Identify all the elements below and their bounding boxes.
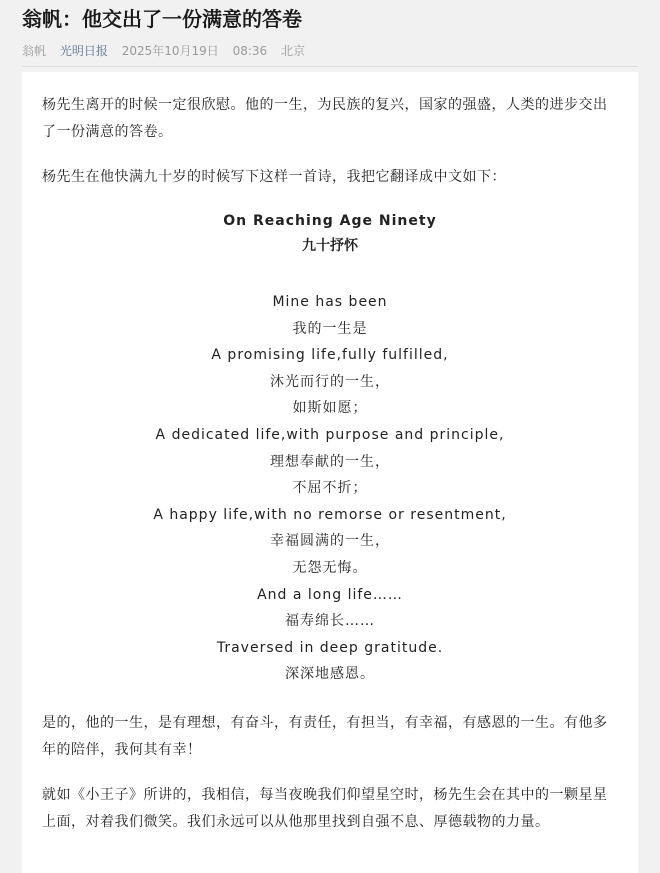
article-body — [22, 72, 638, 873]
poem-line: A happy life,with no remorse or resentment, — [153, 506, 507, 523]
article-meta — [22, 42, 638, 59]
poem-lines — [42, 289, 618, 688]
article-title: 翁帆：他交出了一份满意的答卷 — [22, 7, 302, 31]
poem-line: A dedicated life,with purpose and principle, — [155, 426, 505, 443]
poem-line: 幸福圆满的一生， — [270, 533, 390, 550]
poem-line: 如斯如愿； — [292, 400, 368, 417]
header-divider — [22, 66, 638, 67]
paragraph-4: 就如《小王子》所讲的，我相信，每当夜晚我们仰望星空时，杨先生会在其中的一颗星星上面，对着我们微笑。我们永远可以从他那里找到自强不息、厚德载物的力量。 — [42, 786, 608, 830]
poem-line: 深深地感恩。 — [285, 666, 375, 683]
poem-line: 无怨无悔。 — [292, 559, 368, 576]
poem-line: 理想奉献的一生， — [270, 453, 390, 470]
poem-line: 沐光而行的一生， — [270, 373, 390, 390]
source-name[interactable]: 光明日报 — [59, 44, 108, 58]
poem-line: Mine has been — [272, 294, 388, 310]
poem-title-zh: 九十抒怀 — [302, 238, 358, 254]
poem-line: And a long life…… — [257, 586, 403, 603]
author-name[interactable]: 翁帆 — [22, 44, 47, 58]
publish-time: 08:36 — [232, 44, 268, 58]
poem — [42, 209, 618, 688]
poem-title-en: On Reaching Age Ninety — [223, 213, 437, 229]
poem-line: Traversed in deep gratitude. — [216, 639, 444, 656]
poem-line: A promising life,fully fulfilled, — [211, 347, 449, 364]
poem-line: 福寿绵长…… — [285, 613, 375, 630]
publish-location: 北京 — [281, 44, 306, 58]
paragraph-1: 杨先生离开的时候一定很欣慰。他的一生，为民族的复兴，国家的强盛，人类的进步交出了一份满意的答卷。 — [42, 97, 608, 140]
paragraph-3: 是的，他的一生，是有理想，有奋斗，有责任，有担当，有幸福，有感恩的一生。有他多年的陪伴，我何其有幸！ — [42, 714, 608, 758]
poem-line: 不屈不折； — [292, 480, 368, 497]
paragraph-2: 杨先生在他快满九十岁的时候写下这样一首诗，我把它翻译成中文如下： — [42, 169, 506, 185]
poem-line: 我的一生是 — [292, 320, 368, 337]
article-header — [0, 0, 660, 66]
publish-date: 2025年10月19日 — [121, 44, 219, 58]
